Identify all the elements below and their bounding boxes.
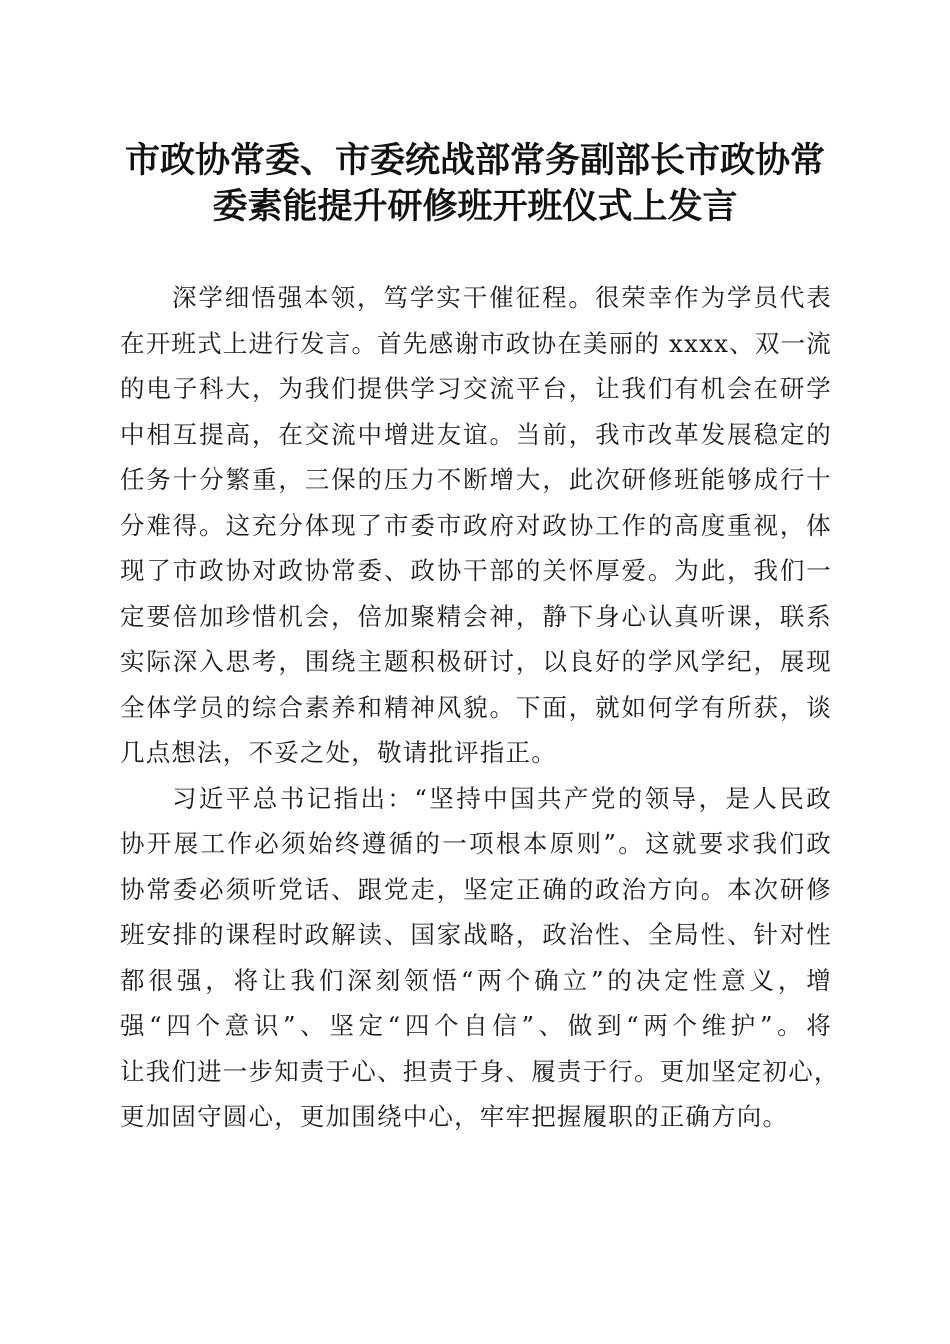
paragraph-principle bbox=[120, 776, 840, 1140]
text-line: 全体学员的综合素养和精神风貌。下面，就如何学有所获，谈 bbox=[120, 692, 832, 722]
paragraph-intro bbox=[120, 275, 832, 776]
text-line: 定要倍加珍惜机会，倍加聚精会神，静下身心认真听课，联系 bbox=[120, 601, 832, 631]
title-line: 市政协常委、市委统战部常务副部长市政协常 bbox=[124, 140, 825, 181]
text-line: 更加固守圆心，更加围绕中心，牢牢把握履职的正确方向。 bbox=[120, 1102, 789, 1131]
text-line: 强“四个意识”、坚定“四个自信”、做到“两个维护”。将 bbox=[120, 1011, 832, 1040]
text-line: 深学细悟强本领，笃学实干催征程。很荣幸作为学员代表 bbox=[172, 283, 832, 312]
text-line: 分难得。这充分体现了市委市政府对政协工作的高度重视，体 bbox=[120, 510, 832, 540]
text-line: 让我们进一步知责于心、担责于身、履责于行。更加坚定初心， bbox=[120, 1056, 840, 1086]
text-line: 都很强，将让我们深刻领悟“两个确立”的决定性意义，增 bbox=[120, 965, 832, 995]
text-line: 几点想法，不妥之处，敬请批评指正。 bbox=[120, 738, 557, 767]
text-line: 习近平总书记指出：“坚持中国共产党的领导，是人民政 bbox=[172, 783, 832, 813]
text-line: 的电子科大，为我们提供学习交流平台，让我们有机会在研学 bbox=[120, 374, 832, 403]
document-title bbox=[100, 138, 850, 230]
text-line: 协常委必须听党话、跟党走，坚定正确的政治方向。本次研修 bbox=[120, 874, 832, 904]
text-line: 中相互提高，在交流中增进友谊。当前，我市改革发展稳定的 bbox=[120, 419, 832, 449]
title-line: 委素能提升研修班开班仪式上发言 bbox=[212, 186, 738, 227]
text-line: 在开班式上进行发言。首先感谢市政协在美丽的 xxxx、双一流 bbox=[120, 328, 832, 358]
text-line: 任务十分繁重，三保的压力不断增大，此次研修班能够成行十 bbox=[120, 465, 832, 494]
text-line: 班安排的课程时政解读、国家战略，政治性、全局性、针对性 bbox=[120, 920, 832, 949]
text-line: 协开展工作必须始终遵循的一项根本原则”。这就要求我们政 bbox=[120, 829, 832, 858]
text-line: 实际深入思考，围绕主题积极研讨，以良好的学风学纪，展现 bbox=[120, 647, 832, 676]
document-body bbox=[120, 275, 840, 1140]
text-line: 现了市政协对政协常委、政协干部的关怀厚爱。为此，我们一 bbox=[120, 556, 832, 585]
